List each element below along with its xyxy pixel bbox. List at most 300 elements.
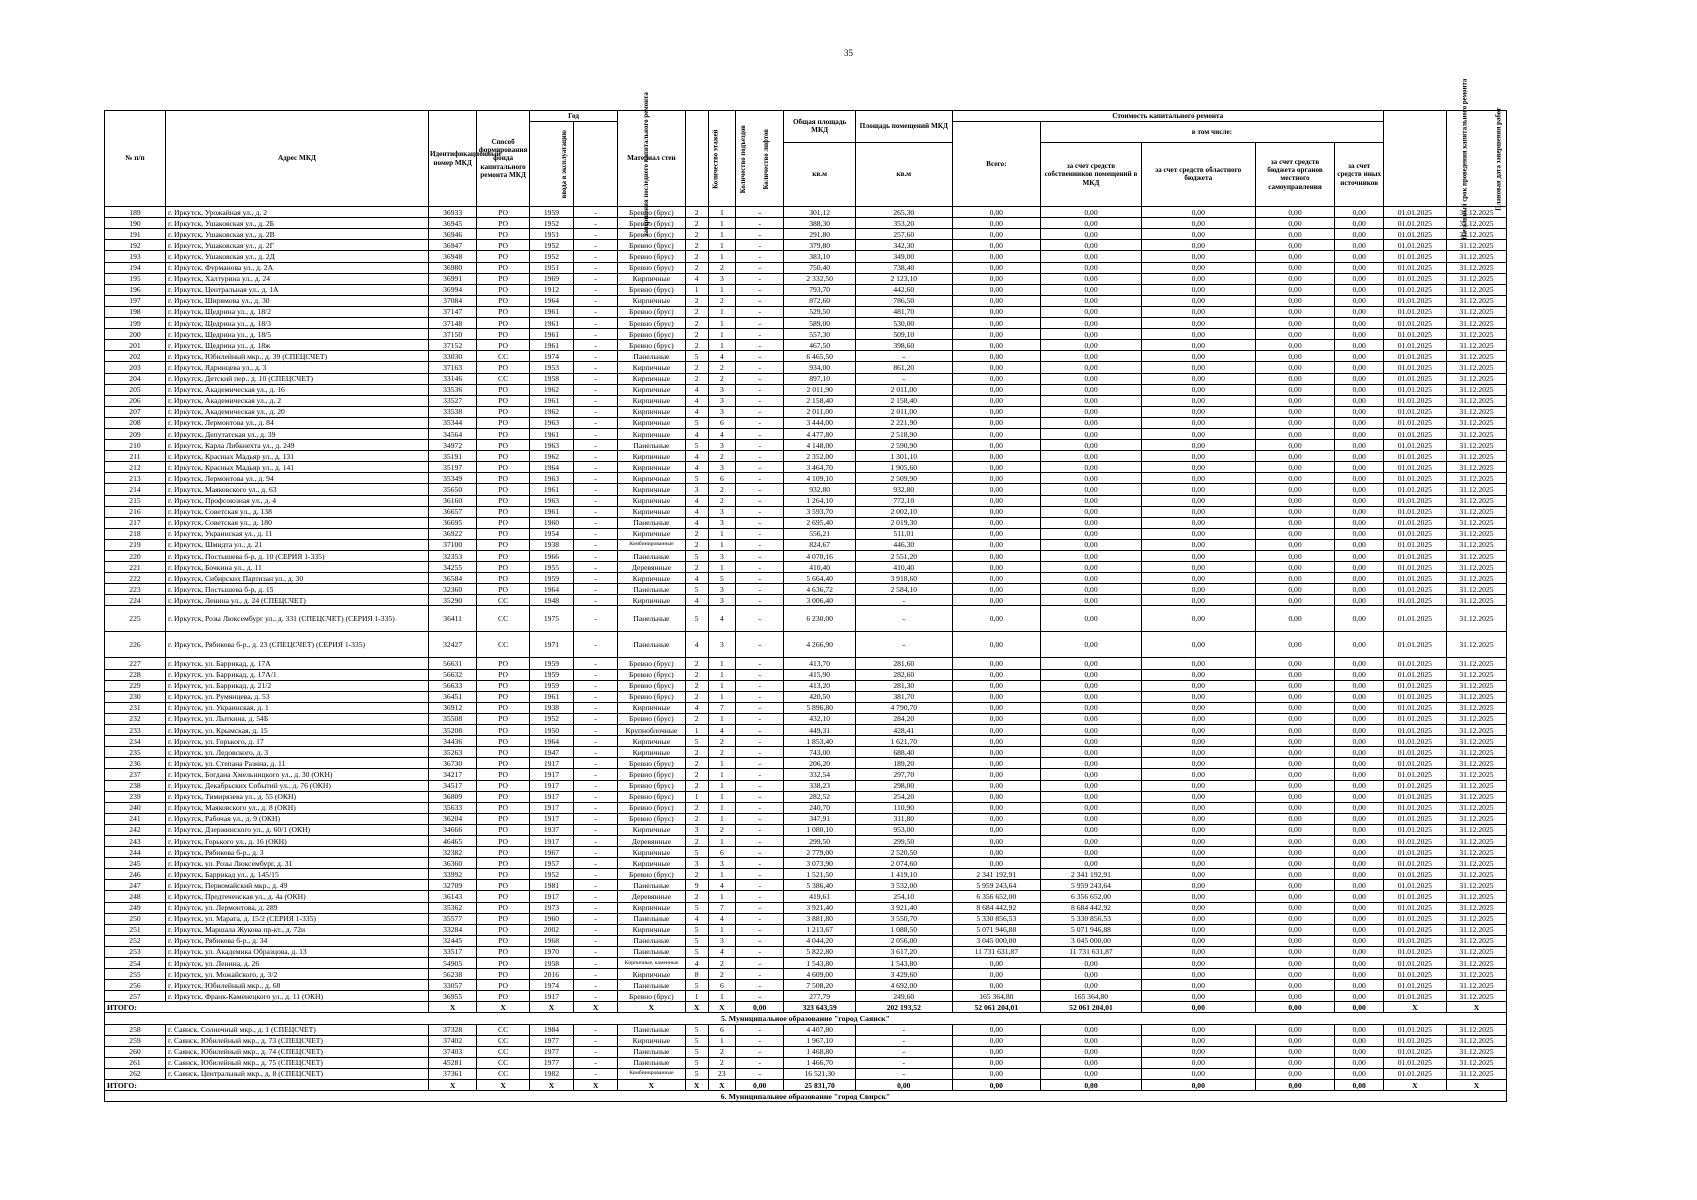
total-cell: 0,00 bbox=[1335, 1002, 1383, 1013]
table-cell: Деревянные bbox=[618, 835, 685, 846]
table-cell: 31.12.2025 bbox=[1446, 691, 1506, 702]
table-cell: 01.01.2025 bbox=[1383, 340, 1446, 351]
table-cell: Бревно (брус) bbox=[618, 869, 685, 880]
table-cell: 0,00 bbox=[1041, 958, 1142, 969]
table-cell: 0,00 bbox=[1141, 958, 1255, 969]
cell-address: г. Иркутск, Советская ул., д. 138 bbox=[166, 506, 429, 517]
cell-address: г. Иркутск, Щедрина ул., д. 18/2 bbox=[166, 306, 429, 317]
table-cell: 0,00 bbox=[1141, 658, 1255, 669]
table-cell: - bbox=[736, 595, 784, 606]
table-cell: 1951 bbox=[529, 262, 573, 273]
table-cell: 229 bbox=[105, 680, 166, 691]
cell-address: г. Иркутск, Дзержинского ул., д. 60/1 (ОКН) bbox=[166, 824, 429, 835]
table-cell: 2016 bbox=[529, 969, 573, 980]
table-cell: 01.01.2025 bbox=[1383, 769, 1446, 780]
table-cell: 0,00 bbox=[1335, 902, 1383, 913]
cell-address: г. Иркутск, Академическая ул., д. 2 bbox=[166, 395, 429, 406]
table-cell: 0,00 bbox=[1041, 702, 1142, 713]
table-cell: 0,00 bbox=[952, 702, 1040, 713]
table-cell: 0,00 bbox=[1255, 780, 1335, 791]
table-cell: 1967 bbox=[529, 847, 573, 858]
header-entrances: Количество подъездов bbox=[708, 111, 735, 207]
cell-address: г. Иркутск, Рябикова б-р., д. 34 bbox=[166, 935, 429, 946]
table-cell: 01.01.2025 bbox=[1383, 229, 1446, 240]
cell-address: г. Иркутск, Рабочая ул., д. 9 (ОКН) bbox=[166, 813, 429, 824]
table-cell: 1963 bbox=[529, 495, 573, 506]
cell-address: г. Иркутск, Центральная ул., д. 1А bbox=[166, 284, 429, 295]
table-cell: 347,91 bbox=[784, 813, 856, 824]
table-cell: 247 bbox=[105, 880, 166, 891]
table-cell: 0,00 bbox=[952, 1035, 1040, 1046]
table-cell: 213 bbox=[105, 473, 166, 484]
table-cell: - bbox=[574, 669, 618, 680]
table-cell: - bbox=[736, 736, 784, 747]
header-local: за счет средств бюджета органов местного самоуправления bbox=[1255, 142, 1335, 207]
table-cell: 388,30 bbox=[784, 218, 856, 229]
table-cell: 589,00 bbox=[784, 318, 856, 329]
total-cell: X bbox=[529, 1002, 573, 1013]
table-row bbox=[105, 595, 1507, 606]
cell-address: г. Иркутск, Постышева б-р, д. 10 (СЕРИЯ 1-335) bbox=[166, 551, 429, 562]
table-cell: - bbox=[574, 791, 618, 802]
table-cell: 01.01.2025 bbox=[1383, 384, 1446, 395]
table-cell: 297,70 bbox=[855, 769, 952, 780]
table-cell: 872,60 bbox=[784, 295, 856, 306]
cell-address: г. Саянск, Юбилейный мкр., д. 73 (СПЕЦСЧЕТ) bbox=[166, 1035, 429, 1046]
table-cell: - bbox=[574, 229, 618, 240]
header-floors: Количество этажей bbox=[685, 111, 708, 207]
table-cell: - bbox=[736, 935, 784, 946]
table-cell: 3 bbox=[708, 462, 735, 473]
cell-address: г. Иркутск, Тимирязева ул., д. 55 (ОКН) bbox=[166, 791, 429, 802]
table-cell: 0,00 bbox=[1255, 1024, 1335, 1035]
table-cell: 0,00 bbox=[1255, 847, 1335, 858]
table-cell: 2 bbox=[685, 835, 708, 846]
table-cell: РО bbox=[477, 680, 530, 691]
table-cell: 5 bbox=[685, 606, 708, 632]
cell-address: г. Иркутск, Маяковского ул., д. 63 bbox=[166, 484, 429, 495]
table-cell: Кирпичные bbox=[618, 428, 685, 439]
table-cell: 0,00 bbox=[1335, 880, 1383, 891]
table-cell: - bbox=[736, 1046, 784, 1057]
table-cell: 01.01.2025 bbox=[1383, 902, 1446, 913]
table-cell: 0,00 bbox=[1041, 858, 1142, 869]
table-cell: 1964 bbox=[529, 736, 573, 747]
table-row bbox=[105, 229, 1507, 240]
table-cell: 1962 bbox=[529, 384, 573, 395]
cell-address: г. Иркутск, ул. Степана Разина, д. 11 bbox=[166, 758, 429, 769]
table-row bbox=[105, 725, 1507, 736]
table-cell: 0,00 bbox=[952, 517, 1040, 528]
table-cell: 259 bbox=[105, 1035, 166, 1046]
table-cell: 3 921,40 bbox=[855, 902, 952, 913]
table-cell: 37361 bbox=[428, 1068, 476, 1079]
table-cell: 3 045 000,00 bbox=[1041, 935, 1142, 946]
table-cell: - bbox=[736, 780, 784, 791]
table-cell: 1917 bbox=[529, 780, 573, 791]
table-cell: 0,00 bbox=[1255, 632, 1335, 658]
table-cell: 31.12.2025 bbox=[1446, 725, 1506, 736]
table-cell: 11 731 631,87 bbox=[1041, 946, 1142, 957]
table-cell: Бревно (брус) bbox=[618, 207, 685, 218]
table-cell: 244 bbox=[105, 847, 166, 858]
total-cell: 0,00 bbox=[1255, 1002, 1335, 1013]
table-row bbox=[105, 406, 1507, 417]
table-cell: 3 921,40 bbox=[784, 902, 856, 913]
table-cell: 8 684 442,92 bbox=[1041, 902, 1142, 913]
table-cell: РО bbox=[477, 240, 530, 251]
table-cell: 01.01.2025 bbox=[1383, 669, 1446, 680]
table-cell: 353,20 bbox=[855, 218, 952, 229]
table-cell: - bbox=[736, 680, 784, 691]
table-cell: - bbox=[574, 551, 618, 562]
table-cell: 0,00 bbox=[1255, 680, 1335, 691]
table-cell: 01.01.2025 bbox=[1383, 747, 1446, 758]
table-cell: 4 bbox=[708, 880, 735, 891]
table-cell: 01.01.2025 bbox=[1383, 517, 1446, 528]
cell-address: г. Иркутск, ул. Лыткина, д. 54Б bbox=[166, 713, 429, 724]
table-cell: 0,00 bbox=[1335, 451, 1383, 462]
table-cell: 0,00 bbox=[1335, 306, 1383, 317]
table-cell: РО bbox=[477, 935, 530, 946]
table-cell: 0,00 bbox=[1255, 935, 1335, 946]
table-cell: 0,00 bbox=[952, 484, 1040, 495]
table-cell: - bbox=[736, 824, 784, 835]
table-cell: 4 bbox=[685, 517, 708, 528]
table-cell: 0,00 bbox=[1335, 584, 1383, 595]
table-cell: 2 332,50 bbox=[784, 273, 856, 284]
table-cell: 0,00 bbox=[952, 562, 1040, 573]
table-cell: 243 bbox=[105, 835, 166, 846]
table-cell: 332,54 bbox=[784, 769, 856, 780]
table-cell: 0,00 bbox=[1141, 428, 1255, 439]
table-row bbox=[105, 329, 1507, 340]
table-cell: - bbox=[736, 1035, 784, 1046]
table-cell: 01.01.2025 bbox=[1383, 273, 1446, 284]
table-cell: 3 617,20 bbox=[855, 946, 952, 957]
table-cell: - bbox=[736, 240, 784, 251]
table-cell: - bbox=[574, 273, 618, 284]
table-cell: 1968 bbox=[529, 935, 573, 946]
cell-address: г. Иркутск, ул. Ледовского, д. 3 bbox=[166, 747, 429, 758]
table-cell: 1 bbox=[708, 869, 735, 880]
table-cell: 227 bbox=[105, 658, 166, 669]
table-cell: - bbox=[855, 632, 952, 658]
table-cell: 3 bbox=[708, 384, 735, 395]
table-cell: 31.12.2025 bbox=[1446, 880, 1506, 891]
table-cell: 257,60 bbox=[855, 229, 952, 240]
table-cell: РО bbox=[477, 658, 530, 669]
table-cell: 1953 bbox=[529, 362, 573, 373]
table-cell: 0,00 bbox=[1141, 528, 1255, 539]
cell-address: г. Иркутск, ул. Румянцева, д. 53 bbox=[166, 691, 429, 702]
table-cell: - bbox=[574, 262, 618, 273]
header-other: за счет средств иных источников bbox=[1335, 142, 1383, 207]
table-cell: 36730 bbox=[428, 758, 476, 769]
table-cell: Кирпичные bbox=[618, 702, 685, 713]
table-cell: 196 bbox=[105, 284, 166, 295]
table-cell: - bbox=[574, 725, 618, 736]
table-cell: 0,00 bbox=[1141, 880, 1255, 891]
table-cell: 0,00 bbox=[1255, 946, 1335, 957]
table-cell: 432,10 bbox=[784, 713, 856, 724]
table-cell: 0,00 bbox=[1335, 218, 1383, 229]
table-cell: 4 bbox=[708, 351, 735, 362]
table-cell: 0,00 bbox=[1335, 295, 1383, 306]
table-cell: 31.12.2025 bbox=[1446, 329, 1506, 340]
table-cell: 31.12.2025 bbox=[1446, 351, 1506, 362]
total-cell: X bbox=[685, 1080, 708, 1091]
table-cell: 3 464,70 bbox=[784, 462, 856, 473]
table-cell: - bbox=[736, 539, 784, 550]
table-cell: 35349 bbox=[428, 473, 476, 484]
table-cell: 01.01.2025 bbox=[1383, 240, 1446, 251]
table-cell: 0,00 bbox=[1041, 669, 1142, 680]
table-cell: 0,00 bbox=[1255, 406, 1335, 417]
table-cell: 01.01.2025 bbox=[1383, 539, 1446, 550]
table-cell: СС bbox=[477, 632, 530, 658]
table-cell: 529,50 bbox=[784, 306, 856, 317]
table-cell: 2 bbox=[685, 562, 708, 573]
table-cell: 6 465,50 bbox=[784, 351, 856, 362]
table-cell: 56238 bbox=[428, 969, 476, 980]
table-cell: 0,00 bbox=[1255, 802, 1335, 813]
table-cell: РО bbox=[477, 913, 530, 924]
table-cell: 0,00 bbox=[1141, 373, 1255, 384]
cell-address: г. Иркутск, Ленина ул., д. 24 (СПЕЦСЧЕТ) bbox=[166, 595, 429, 606]
table-cell: - bbox=[574, 802, 618, 813]
table-cell: 0,00 bbox=[1255, 713, 1335, 724]
table-cell: РО bbox=[477, 813, 530, 824]
table-cell: 5 bbox=[685, 902, 708, 913]
table-cell: 1 543,80 bbox=[855, 958, 952, 969]
table-cell: 4 bbox=[685, 395, 708, 406]
table-cell: СС bbox=[477, 373, 530, 384]
table-cell: 0,00 bbox=[1041, 1046, 1142, 1057]
table-cell: 0,00 bbox=[1041, 318, 1142, 329]
table-cell: 281,60 bbox=[855, 658, 952, 669]
table-cell: 0,00 bbox=[1141, 802, 1255, 813]
table-cell: 31.12.2025 bbox=[1446, 595, 1506, 606]
table-cell: 1 bbox=[708, 924, 735, 935]
table-cell: 1 466,70 bbox=[784, 1057, 856, 1068]
table-cell: 284,20 bbox=[855, 713, 952, 724]
table-cell: 3 429,60 bbox=[855, 969, 952, 980]
table-cell: 0,00 bbox=[1041, 473, 1142, 484]
capital-repair-table bbox=[104, 78, 1507, 1102]
table-cell: 5 bbox=[685, 935, 708, 946]
table-cell: 31.12.2025 bbox=[1446, 632, 1506, 658]
table-cell: 0,00 bbox=[1041, 824, 1142, 835]
table-cell: - bbox=[736, 573, 784, 584]
table-row bbox=[105, 902, 1507, 913]
table-cell: - bbox=[736, 229, 784, 240]
table-cell: 31.12.2025 bbox=[1446, 980, 1506, 991]
table-cell: 31.12.2025 bbox=[1446, 913, 1506, 924]
table-cell: 1977 bbox=[529, 1046, 573, 1057]
cell-address: г. Иркутск, Щедрина ул., д. 18ж bbox=[166, 340, 429, 351]
table-cell: 0,00 bbox=[1335, 395, 1383, 406]
table-cell: - bbox=[736, 473, 784, 484]
table-cell: 0,00 bbox=[1141, 451, 1255, 462]
table-cell: 31.12.2025 bbox=[1446, 1024, 1506, 1035]
table-cell: 31.12.2025 bbox=[1446, 562, 1506, 573]
table-cell: 0,00 bbox=[952, 958, 1040, 969]
header-wall: Материал стен bbox=[618, 111, 685, 207]
header-elevators: Количество лифтов bbox=[736, 111, 784, 207]
table-cell: Кирпичные bbox=[618, 395, 685, 406]
table-cell: 0,00 bbox=[1041, 517, 1142, 528]
table-cell: 2 002,10 bbox=[855, 506, 952, 517]
table-row bbox=[105, 691, 1507, 702]
table-cell: 199 bbox=[105, 318, 166, 329]
table-cell: Бревно (брус) bbox=[618, 713, 685, 724]
table-cell: - bbox=[574, 384, 618, 395]
table-cell: 2 bbox=[685, 362, 708, 373]
table-cell: РО bbox=[477, 725, 530, 736]
cell-address: г. Иркутск, Ушаковская ул., д. 2В bbox=[166, 229, 429, 240]
table-cell: - bbox=[736, 691, 784, 702]
table-cell: 01.01.2025 bbox=[1383, 835, 1446, 846]
table-cell: 36947 bbox=[428, 240, 476, 251]
table-cell: 0,00 bbox=[1041, 417, 1142, 428]
cell-address: г. Иркутск, Юбилейный мкр., д. 68 bbox=[166, 980, 429, 991]
table-cell: 0,00 bbox=[1141, 218, 1255, 229]
table-cell: 01.01.2025 bbox=[1383, 991, 1446, 1002]
table-cell: 0,00 bbox=[952, 769, 1040, 780]
table-cell: 11 731 631,87 bbox=[952, 946, 1040, 957]
table-cell: 2 bbox=[708, 362, 735, 373]
table-cell: Кирпичные bbox=[618, 924, 685, 935]
total-cell: 0,00 bbox=[1255, 1080, 1335, 1091]
table-cell: 1912 bbox=[529, 284, 573, 295]
table-cell: 0,00 bbox=[1335, 691, 1383, 702]
table-cell: 31.12.2025 bbox=[1446, 240, 1506, 251]
table-cell: 4 bbox=[685, 384, 708, 395]
table-cell: 2 019,30 bbox=[855, 517, 952, 528]
table-cell: Деревянные bbox=[618, 891, 685, 902]
table-cell: 56631 bbox=[428, 658, 476, 669]
table-cell: 239 bbox=[105, 791, 166, 802]
table-cell: 0,00 bbox=[1141, 1046, 1255, 1057]
table-cell: 2 bbox=[708, 1057, 735, 1068]
table-row bbox=[105, 669, 1507, 680]
table-cell: - bbox=[574, 824, 618, 835]
cell-address: г. Иркутск, ул. Ленина, д. 26 bbox=[166, 958, 429, 969]
table-cell: Кирпичные bbox=[618, 969, 685, 980]
table-cell: 1917 bbox=[529, 835, 573, 846]
total-cell: 202 193,52 bbox=[855, 1002, 952, 1013]
table-cell: 0,00 bbox=[952, 251, 1040, 262]
table-cell: 0,00 bbox=[1141, 824, 1255, 835]
table-cell: 413,20 bbox=[784, 680, 856, 691]
table-cell: 237 bbox=[105, 769, 166, 780]
table-cell: - bbox=[574, 1068, 618, 1079]
table-cell: 4 bbox=[685, 451, 708, 462]
table-cell: 3 bbox=[685, 484, 708, 495]
table-cell: 0,00 bbox=[1141, 306, 1255, 317]
table-cell: 1964 bbox=[529, 295, 573, 306]
table-cell: 54905 bbox=[428, 958, 476, 969]
cell-address: г. Иркутск, Розы Люксембург ул., д. 331 (СПЕЦСЧЕТ) (СЕРИЯ 1-335) bbox=[166, 606, 429, 632]
table-cell: 2 bbox=[685, 539, 708, 550]
table-cell: 01.01.2025 bbox=[1383, 318, 1446, 329]
table-cell: РО bbox=[477, 858, 530, 869]
table-cell: 0,00 bbox=[952, 780, 1040, 791]
table-cell: 01.01.2025 bbox=[1383, 691, 1446, 702]
table-cell: 1 264,10 bbox=[784, 495, 856, 506]
table-cell: 1 080,10 bbox=[784, 824, 856, 835]
table-cell: 0,00 bbox=[952, 295, 1040, 306]
table-cell: 1955 bbox=[529, 562, 573, 573]
table-cell: Кирпичные, каменные bbox=[618, 958, 685, 969]
total-cell: X bbox=[574, 1080, 618, 1091]
table-cell: 4 477,80 bbox=[784, 428, 856, 439]
table-cell: 31.12.2025 bbox=[1446, 791, 1506, 802]
table-cell: 0,00 bbox=[1335, 1024, 1383, 1035]
table-cell: - bbox=[574, 462, 618, 473]
table-cell: 1 bbox=[708, 229, 735, 240]
table-cell: 398,60 bbox=[855, 340, 952, 351]
table-cell: - bbox=[736, 362, 784, 373]
table-cell: 0,00 bbox=[952, 551, 1040, 562]
table-cell: 0,00 bbox=[1141, 318, 1255, 329]
table-cell: 2 341 192,91 bbox=[1041, 869, 1142, 880]
table-cell: 33538 bbox=[428, 406, 476, 417]
table-cell: 379,80 bbox=[784, 240, 856, 251]
table-cell: 36451 bbox=[428, 691, 476, 702]
cell-address: г. Иркутск, Щедрина ул., д. 18/5 bbox=[166, 329, 429, 340]
table-cell: - bbox=[855, 606, 952, 632]
table-cell: - bbox=[574, 562, 618, 573]
table-cell: 240 bbox=[105, 802, 166, 813]
table-row bbox=[105, 384, 1507, 395]
table-cell: 5 330 856,53 bbox=[1041, 913, 1142, 924]
table-cell: 1917 bbox=[529, 802, 573, 813]
table-cell: 0,00 bbox=[1141, 680, 1255, 691]
table-cell: 0,00 bbox=[952, 406, 1040, 417]
table-cell: - bbox=[855, 373, 952, 384]
table-cell: 410,40 bbox=[855, 562, 952, 573]
table-cell: 0,00 bbox=[1255, 306, 1335, 317]
table-cell: 01.01.2025 bbox=[1383, 451, 1446, 462]
table-cell: 01.01.2025 bbox=[1383, 595, 1446, 606]
table-cell: 0,00 bbox=[1335, 506, 1383, 517]
table-cell: 211 bbox=[105, 451, 166, 462]
table-cell: 1952 bbox=[529, 251, 573, 262]
table-cell: 1 543,80 bbox=[784, 958, 856, 969]
table-cell: 282,52 bbox=[784, 791, 856, 802]
table-cell: СС bbox=[477, 606, 530, 632]
table-cell: 01.01.2025 bbox=[1383, 207, 1446, 218]
total-cell: X bbox=[618, 1002, 685, 1013]
table-cell: 2 bbox=[685, 691, 708, 702]
table-cell: 31.12.2025 bbox=[1446, 417, 1506, 428]
table-row bbox=[105, 780, 1507, 791]
table-row bbox=[105, 769, 1507, 780]
table-cell: 0,00 bbox=[1255, 584, 1335, 595]
table-cell: 0,00 bbox=[1255, 207, 1335, 218]
table-cell: - bbox=[574, 606, 618, 632]
table-cell: 3 bbox=[685, 824, 708, 835]
table-cell: 0,00 bbox=[1141, 240, 1255, 251]
table-cell: 0,00 bbox=[952, 847, 1040, 858]
cell-address: г. Иркутск, Юбилейный мкр., д. 39 (СПЕЦСЧЕТ) bbox=[166, 351, 429, 362]
table-cell: 0,00 bbox=[1335, 551, 1383, 562]
table-cell: 2 011,00 bbox=[784, 406, 856, 417]
table-cell: Панельные bbox=[618, 551, 685, 562]
table-cell: 36946 bbox=[428, 229, 476, 240]
